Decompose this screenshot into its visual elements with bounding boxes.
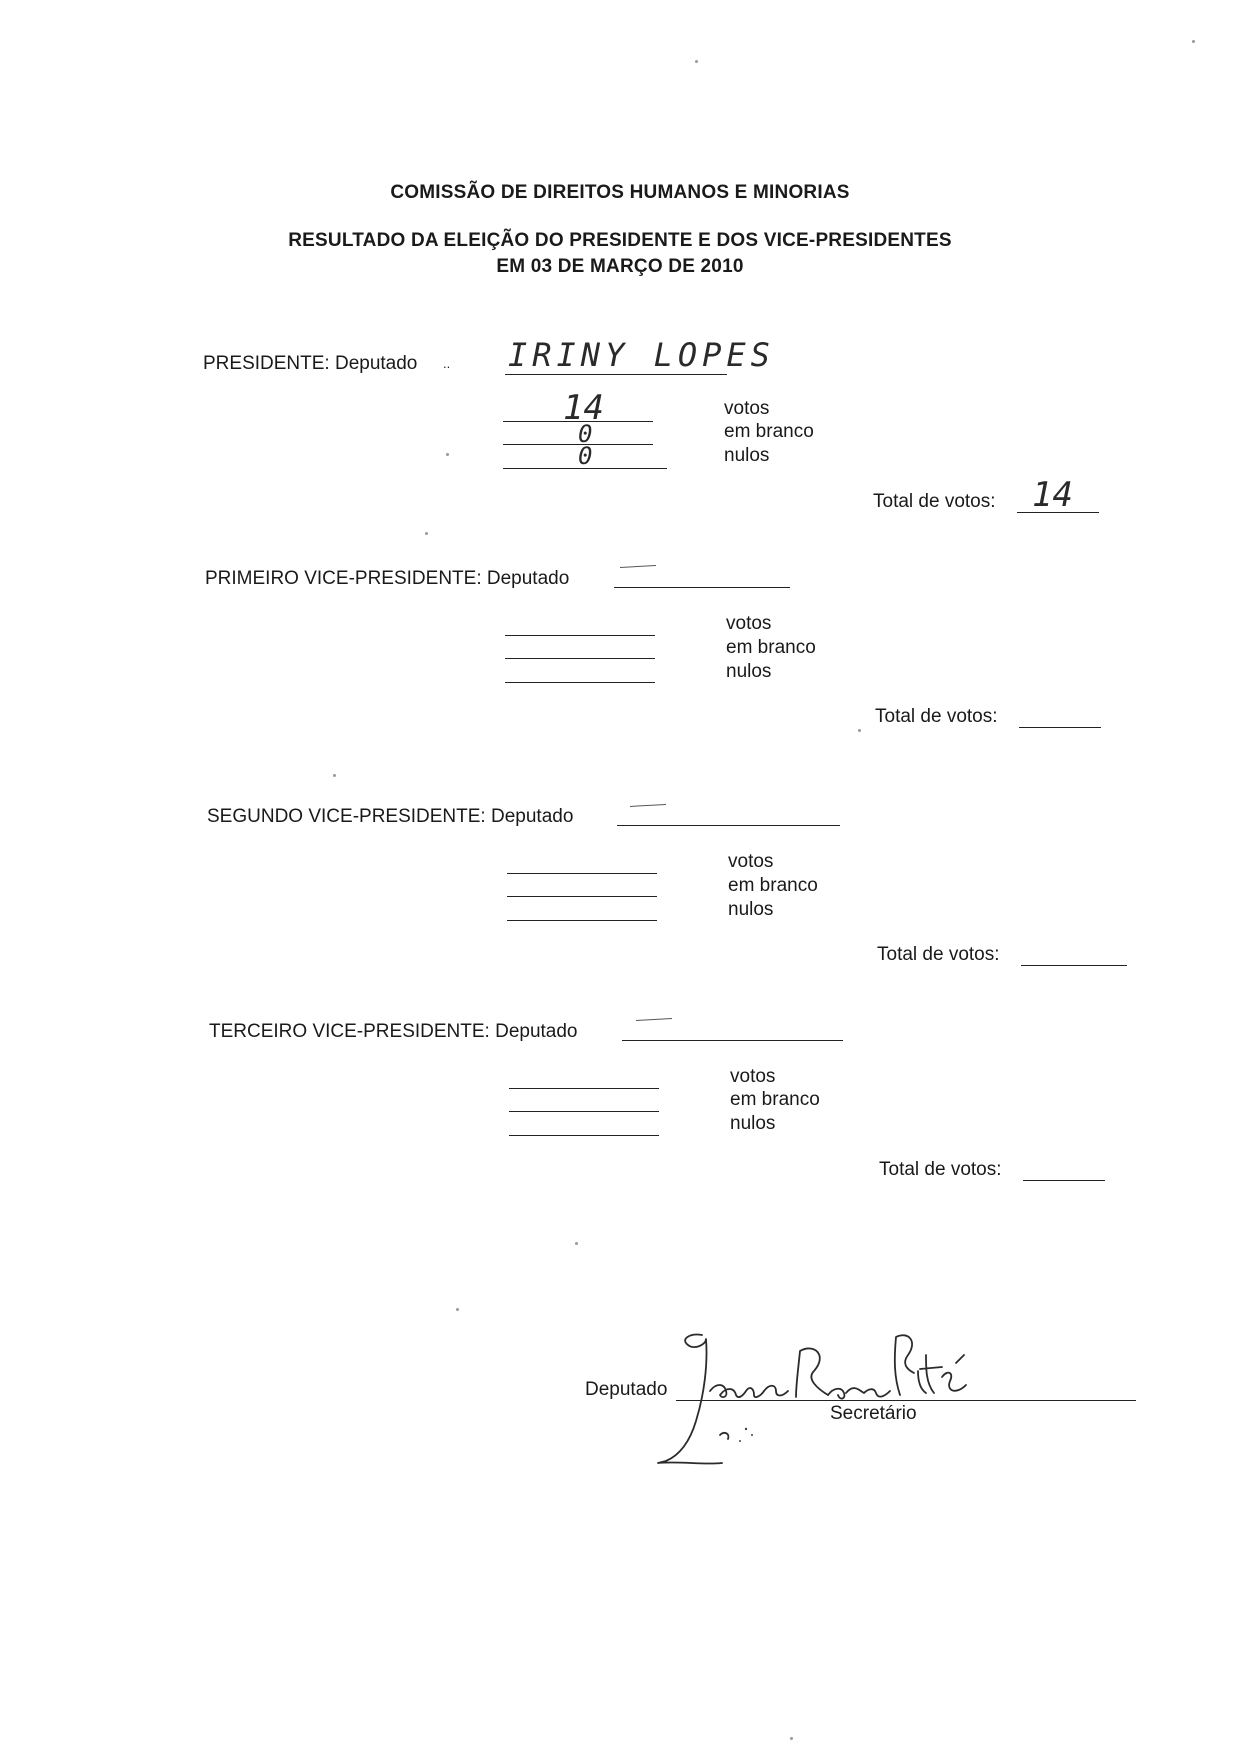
total-line xyxy=(1021,965,1127,966)
null-label: nulos xyxy=(724,445,770,466)
total-label: Total de votos: xyxy=(875,706,998,727)
scan-speck xyxy=(425,532,428,535)
scan-speck xyxy=(695,60,698,63)
role-label: PRIMEIRO VICE-PRESIDENTE: Deputado xyxy=(205,568,570,589)
name-line xyxy=(622,1040,843,1041)
null-value: 0 xyxy=(578,442,593,470)
total-label: Total de votos: xyxy=(873,491,996,512)
role-label: TERCEIRO VICE-PRESIDENTE: Deputado xyxy=(209,1021,578,1042)
scan-speck xyxy=(1192,40,1195,43)
signature-prefix: Deputado xyxy=(585,1379,668,1400)
votes-line xyxy=(509,1088,659,1089)
document-title: RESULTADO DA ELEIÇÃO DO PRESIDENTE E DOS VICE-PRESIDENTES xyxy=(288,230,952,251)
scan-speck xyxy=(858,729,861,732)
blank-line xyxy=(507,896,657,897)
signature-role: Secretário xyxy=(830,1403,917,1424)
scan-speck xyxy=(575,1242,578,1245)
blank-label: em branco xyxy=(726,637,816,658)
blank-label: em branco xyxy=(730,1089,820,1110)
commission-title: COMISSÃO DE DIREITOS HUMANOS E MINORIAS xyxy=(390,182,850,203)
null-line xyxy=(507,920,657,921)
null-line xyxy=(509,1135,659,1136)
name-dash-mark xyxy=(630,804,666,807)
name-line xyxy=(505,374,727,375)
blank-label: em branco xyxy=(724,421,814,442)
blank-line xyxy=(505,658,655,659)
total-label: Total de votos: xyxy=(879,1159,1002,1180)
name-dash-mark xyxy=(620,565,656,568)
scan-speck xyxy=(790,1737,793,1740)
blank-label: em branco xyxy=(728,875,818,896)
null-label: nulos xyxy=(726,661,772,682)
null-label: nulos xyxy=(730,1113,776,1134)
null-line xyxy=(505,682,655,683)
total-line xyxy=(1023,1180,1105,1181)
scan-speck xyxy=(456,1308,459,1311)
votes-label: votos xyxy=(726,613,772,634)
blank-value: 0 xyxy=(578,420,593,448)
scan-speck xyxy=(333,774,336,777)
total-label: Total de votos: xyxy=(877,944,1000,965)
handwritten-signature xyxy=(650,1325,990,1485)
document-date: EM 03 DE MARÇO DE 2010 xyxy=(496,256,744,277)
votes-line xyxy=(507,873,657,874)
name-line xyxy=(614,587,790,588)
blank-line xyxy=(509,1111,659,1112)
deputy-name: IRINY LOPES xyxy=(508,336,775,374)
votes-value: 14 xyxy=(563,388,604,428)
total-line xyxy=(1019,727,1101,728)
label-dots: .. xyxy=(443,356,451,371)
name-dash-mark xyxy=(636,1018,672,1021)
name-line xyxy=(617,825,840,826)
votes-label: votos xyxy=(728,851,774,872)
votes-label: votos xyxy=(724,398,770,419)
role-label: PRESIDENTE: Deputado xyxy=(203,353,418,374)
total-value: 14 xyxy=(1032,475,1073,515)
votes-label: votos xyxy=(730,1066,776,1087)
null-label: nulos xyxy=(728,899,774,920)
role-label: SEGUNDO VICE-PRESIDENTE: Deputado xyxy=(207,806,574,827)
scan-speck xyxy=(446,453,449,456)
votes-line xyxy=(505,635,655,636)
